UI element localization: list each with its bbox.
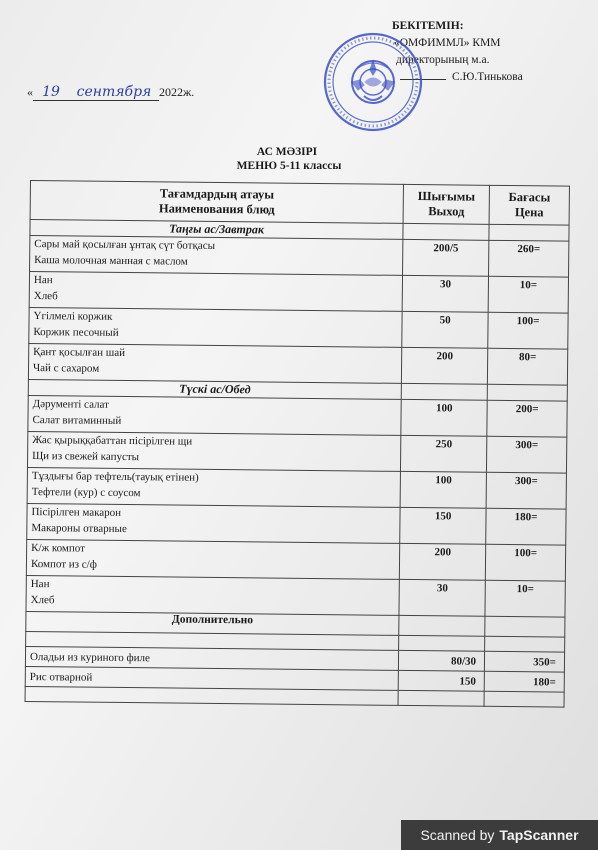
official-seal-stamp bbox=[318, 30, 428, 134]
dish-name-kz: Дәрументі салат bbox=[32, 398, 110, 411]
approval-heading: БЕКІТЕМІН: bbox=[392, 20, 464, 32]
header-price-kz: Бағасы bbox=[508, 190, 551, 205]
dish-output: 50 bbox=[402, 311, 488, 348]
dish-name bbox=[28, 343, 401, 383]
menu-table bbox=[25, 180, 570, 708]
date-line bbox=[27, 84, 194, 101]
table-row bbox=[27, 431, 566, 473]
date-month-handwritten: сентября bbox=[69, 84, 159, 101]
dish-name-kz: Тұздығы бар тефтель(тауық етінен) bbox=[31, 470, 199, 484]
dish-output: 250 bbox=[401, 435, 487, 472]
header-price-ru: Цена bbox=[514, 205, 544, 220]
dish-name bbox=[26, 575, 399, 615]
dish-name-kz: Нан bbox=[33, 274, 53, 287]
dish-name-ru: Щи из свежей капусты bbox=[32, 450, 140, 464]
section-label-breakfast: Таңғы ас/Завтрак bbox=[30, 220, 403, 240]
dish-output: 150 bbox=[400, 507, 486, 544]
dish-name bbox=[26, 539, 399, 579]
header-output-kz: Шығымы bbox=[417, 189, 476, 204]
approval-signer: С.Ю.Тинькова bbox=[452, 71, 523, 83]
dish-name-ru: Чай с сахаром bbox=[32, 362, 100, 375]
dish-name-ru: Коржик песочный bbox=[33, 326, 119, 339]
dish-name bbox=[30, 236, 403, 276]
table-row bbox=[29, 307, 568, 349]
dish-name-kz: Пісірілген макарон bbox=[31, 506, 122, 519]
dish-price: 10= bbox=[488, 276, 568, 313]
dish-name-ru: Тефтели (кур) с соусом bbox=[31, 486, 141, 500]
dish-name: Оладьи из куриного филе bbox=[25, 646, 398, 670]
menu-title-kz: АС МӘЗІРІ bbox=[256, 146, 318, 158]
dish-price: 200= bbox=[487, 400, 567, 437]
dish-name-kz: Сары май қосылған ұнтақ сүт ботқасы bbox=[34, 238, 216, 252]
header-dish-name-ru: Наименования блюд bbox=[158, 201, 275, 217]
approval-org: «ОМФИММЛ» КММ bbox=[394, 37, 501, 49]
table-row bbox=[28, 343, 567, 385]
dish-price: 100= bbox=[485, 544, 565, 581]
dish-name-ru: Макароны отварные bbox=[31, 522, 127, 536]
section-label-lunch: Түскі ас/Обед bbox=[28, 379, 401, 399]
dish-name-kz: Жас қырыққабаттан пісірілген щи bbox=[32, 434, 193, 448]
dish-price: 350= bbox=[484, 651, 564, 672]
table-row bbox=[30, 236, 569, 278]
dish-price: 180= bbox=[484, 671, 564, 692]
dish-name-ru: Компот из с/ф bbox=[30, 558, 97, 571]
dish-output: 200/5 bbox=[403, 239, 489, 276]
date-day-handwritten: 19 bbox=[33, 84, 69, 101]
dish-price: 100= bbox=[488, 312, 568, 349]
dish-output: 80/30 bbox=[399, 650, 485, 671]
dish-price: 180= bbox=[486, 508, 566, 545]
table-row bbox=[27, 503, 566, 545]
dish-output: 150 bbox=[398, 670, 484, 691]
table-row bbox=[27, 467, 566, 509]
dish-name bbox=[27, 431, 400, 471]
dish-name bbox=[29, 272, 402, 312]
dish-name bbox=[27, 503, 400, 543]
dish-price: 260= bbox=[489, 240, 569, 277]
dish-output: 100 bbox=[401, 399, 487, 436]
dish-name-ru: Салат витаминный bbox=[32, 414, 122, 427]
section-label-extra: Дополнительно bbox=[26, 611, 399, 635]
dish-name-kz: Нан bbox=[30, 578, 50, 591]
watermark-brand: TapScanner bbox=[499, 827, 579, 843]
dish-price: 300= bbox=[486, 472, 566, 509]
dish-name-kz: Үгілмелі коржик bbox=[33, 310, 113, 323]
dish-price: 80= bbox=[487, 348, 567, 385]
table-row bbox=[29, 272, 568, 314]
dish-name bbox=[29, 307, 402, 347]
dish-name-ru: Каша молочная манная с маслом bbox=[34, 254, 188, 268]
header-output-ru: Выход bbox=[428, 204, 465, 219]
header-dish-name-kz: Тағамдардың атауы bbox=[159, 186, 275, 202]
date-year: 2022ж. bbox=[159, 85, 195, 99]
scanner-watermark-badge bbox=[401, 820, 598, 850]
approval-position: директорының м.а. bbox=[396, 54, 490, 66]
dish-output: 200 bbox=[399, 543, 485, 580]
dish-name-kz: К/ж компот bbox=[31, 542, 86, 555]
dish-output: 200 bbox=[402, 347, 488, 384]
dish-name bbox=[28, 395, 401, 435]
table-header-row bbox=[30, 181, 569, 226]
dish-name: Рис отварной bbox=[25, 666, 398, 690]
date-open-quote: « bbox=[27, 85, 33, 99]
dish-price: 300= bbox=[487, 436, 567, 473]
dish-name-ru: Хлеб bbox=[33, 290, 58, 303]
dish-price: 10= bbox=[485, 580, 565, 617]
table-row bbox=[26, 575, 565, 617]
menu-title-ru: МЕНЮ 5-11 классы bbox=[236, 160, 342, 172]
header-output bbox=[403, 184, 489, 224]
dish-name bbox=[27, 467, 400, 507]
dish-output: 30 bbox=[402, 275, 488, 312]
header-dish-name bbox=[30, 181, 404, 224]
table-row bbox=[28, 395, 567, 437]
table-row bbox=[26, 539, 565, 581]
dish-name-kz: Қант қосылған шай bbox=[33, 346, 126, 360]
dish-output: 100 bbox=[400, 471, 486, 508]
dish-output: 30 bbox=[399, 579, 485, 616]
dish-name-ru: Хлеб bbox=[30, 594, 55, 607]
watermark-prefix: Scanned by bbox=[420, 827, 495, 843]
header-price bbox=[489, 185, 569, 225]
